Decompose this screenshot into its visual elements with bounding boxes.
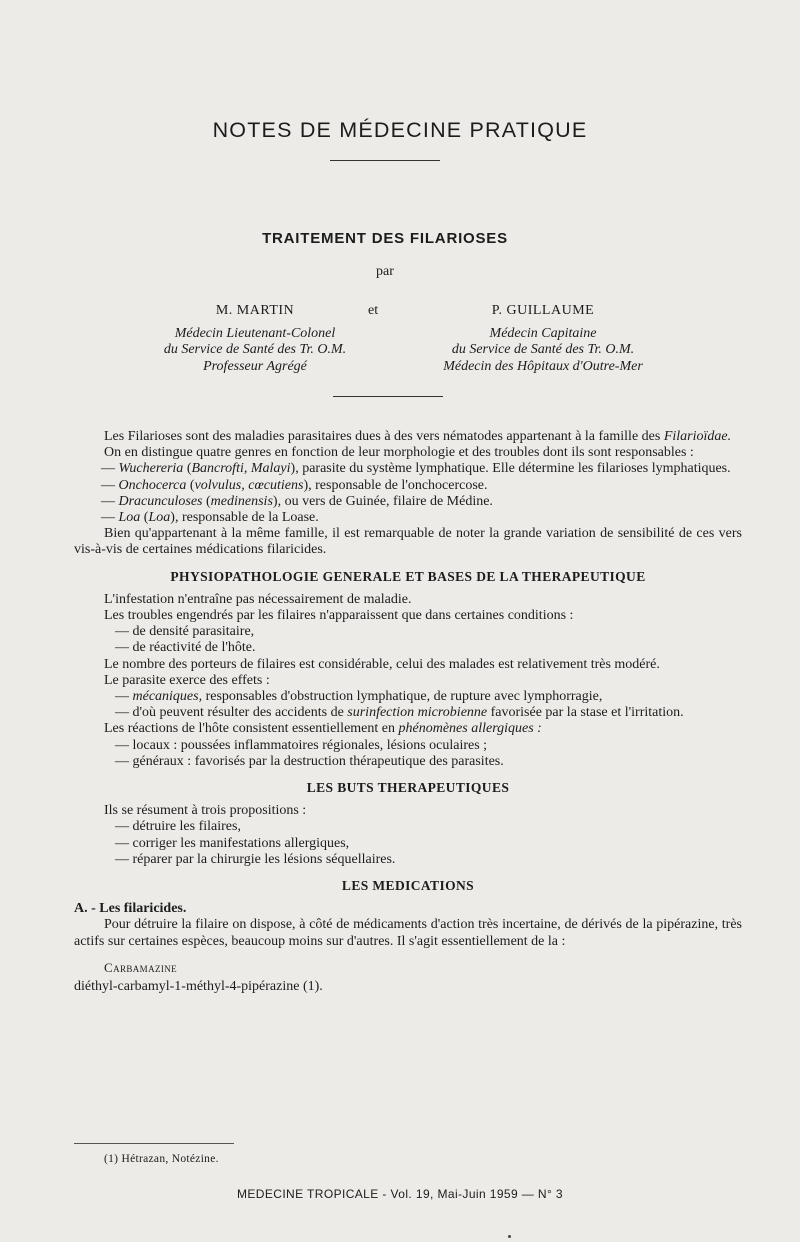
goal-item: — corriger les manifestations allergiques, (115, 835, 350, 851)
footnote: (1) Hétrazan, Notézine. (104, 1153, 219, 1165)
reaction-item: — généraux : favorisés par la destruction thérapeutique des parasites. (115, 753, 504, 769)
footnote-rule (74, 1143, 234, 1144)
intro-paragraph: Bien qu'appartenant à la même famille, il est remarquable de noter la grande variation de sensibilité de ces vers vis-à-vis de certaines médications filaricides. (74, 526, 742, 558)
physio-paragraph: Les réactions de l'hôte consistent essentiellement en phénomènes allergiques : (104, 721, 542, 737)
author-service: du Service de Santé des Tr. O.M. (163, 342, 347, 357)
author-rank: Médecin Lieutenant-Colonel (174, 325, 336, 341)
title-rule (330, 160, 440, 161)
author-name: P. GUILLAUME (491, 303, 595, 318)
subsection-heading: A. - Les filaricides. (74, 901, 187, 917)
genus-item: — Onchocerca (volvulus, cœcutiens), responsable de l'onchocercose. (101, 477, 488, 493)
author-title: Médecin des Hôpitaux d'Outre-Mer (443, 358, 643, 374)
author-conjunction: et (368, 303, 379, 318)
condition-item: — de réactivité de l'hôte. (115, 640, 256, 656)
goal-item: — détruire les filaires, (115, 819, 241, 835)
genus-item: — Wuchereria (Bancrofti, Malayi), parasite du système lymphatique. Elle détermine les filarioses lymphatiques. (101, 461, 731, 477)
effect-item: — mécaniques, responsables d'obstruction lymphatique, de rupture avec lymphorragie, (115, 689, 603, 705)
section-heading-physio: PHYSIOPATHOLOGIE GENERALE ET BASES DE LA THERAPEUTIQUE (170, 568, 646, 584)
section-title: NOTES DE MÉDECINE PRATIQUE (212, 118, 588, 142)
genus-item: — Loa (Loa), responsable de la Loase. (101, 510, 319, 526)
section-heading-goals: LES BUTS THERAPEUTIQUES (306, 780, 510, 796)
authors-rule (333, 396, 443, 397)
author-name: M. MARTIN (215, 303, 295, 318)
by-label: par (376, 264, 394, 279)
author-martin (130, 303, 380, 375)
goal-item: — réparer par la chirurgie les lésions séquellaires. (115, 851, 396, 867)
section-heading-meds: LES MEDICATIONS (341, 878, 475, 894)
condition-item: — de densité parasitaire, (115, 624, 255, 640)
physio-paragraph: Le nombre des porteurs de filaires est considérable, celui des malades est relativement très modéré. (104, 656, 660, 672)
author-title: Professeur Agrégé (203, 358, 307, 374)
author-guillaume (398, 303, 688, 375)
physio-paragraph: L'infestation n'entraîne pas nécessairement de maladie. (104, 591, 412, 607)
journal-footer: MEDECINE TROPICALE - Vol. 19, Mai-Juin 1959 — N° 3 (236, 1187, 564, 1201)
meds-paragraph: Pour détruire la filaire on dispose, à côté de médicaments d'action très incertaine, de dérivés de la pipérazine, très actifs sur certaines espèces, beaucoup moins sur d'autres. Il s'agit essentiellement de la : (74, 917, 742, 949)
reaction-item: — locaux : poussées inflammatoires régionales, lésions oculaires ; (115, 737, 488, 753)
physio-paragraph: Le parasite exerce des effets : (104, 672, 270, 688)
drug-formula: diéthyl-carbamyl-1-méthyl-4-pipérazine (1). (74, 979, 323, 995)
author-rank: Médecin Capitaine (489, 325, 597, 341)
physio-paragraph: Les troubles engendrés par les filaires n'apparaissent que dans certaines conditions : (104, 608, 574, 624)
genus-item: — Dracunculoses (medinensis), ou vers de Guinée, filaire de Médine. (101, 493, 493, 509)
drug-name: Carbamazine (104, 959, 178, 975)
article-body (74, 429, 742, 995)
intro-paragraph: Les Filarioses sont des maladies parasitaires dues à des vers nématodes appartenant à la famille des Filarioïdae. (104, 429, 732, 444)
author-service: du Service de Santé des Tr. O.M. (451, 342, 635, 357)
intro-paragraph: On en distingue quatre genres en fonction de leur morphologie et des troubles dont ils sont responsables : (104, 445, 694, 461)
page-speck (508, 1235, 511, 1238)
goals-paragraph: Ils se résument à trois propositions : (104, 803, 307, 819)
effect-item: — d'où peuvent résulter des accidents de surinfection microbienne favorisée par la stase et l'irritation. (115, 705, 684, 721)
article-title: TRAITEMENT DES FILARIOSES (262, 230, 508, 247)
